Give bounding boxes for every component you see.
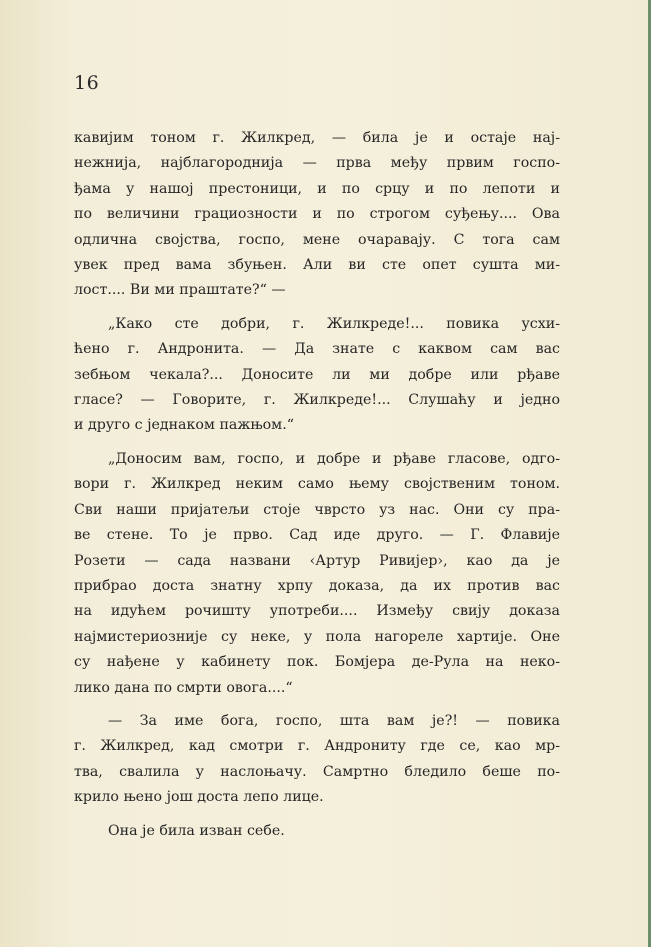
text-line: Сви наши пријатељи стоје чврсто уз нас. Они су пра- [74, 501, 560, 518]
text-line: лико дана по смрти овога....“ [74, 679, 293, 696]
text-line: најмистериозније су неке, у пола нагореле хартије. Оне [74, 628, 560, 645]
text-line: тва, свалила у наслоњачу. Самртно бледило беше по- [74, 763, 560, 780]
text-line: зебњом чекала?... Доносите ли ми добре или рђаве [74, 366, 560, 383]
text-line: кавијим тоном г. Жилкред, — била је и остаје нај- [74, 130, 560, 146]
paragraph-2 [74, 312, 560, 439]
text-line: лост.... Ви ми праштате?“ — [74, 282, 286, 299]
text-line: вори г. Жилкред неким само њему својственим тоном. [74, 476, 560, 493]
text-line: ћено г. Андронита. — Да знате с каквом сам вас [74, 341, 560, 358]
text-line: одлична својства, госпо, мене очаравају. С тога сам [74, 231, 560, 248]
text-line: „Како сте добри, г. Жилкреде!... повика усхи- [108, 315, 560, 332]
text-line: крило њено још доста лепо лице. [74, 789, 324, 806]
text-line: гласе? — Говорите, г. Жилкреде!... Слушаћу и једно [74, 392, 560, 409]
page-number: 16 [74, 72, 100, 94]
paragraph-5 [74, 819, 560, 844]
text-line: прибрао доста знатну хрпу доказа, да их против вас [74, 577, 560, 594]
text-line: г. Жилкред, кад смотри г. Андрониту где се, као мр- [74, 738, 560, 755]
text-line: по величини грациозности и по строгом суђењу.... Ова [74, 206, 560, 223]
text-line: и друго с једнаком пажњом.“ [74, 417, 294, 434]
text-line: „Доносим вам, госпо, и добре и рђаве гласове, одго- [108, 450, 560, 467]
paragraph-4 [74, 709, 560, 811]
text-line: нежнија, најблагороднија — прва међу првим госпо- [74, 155, 560, 172]
text-line: — За име бога, госпо, шта вам је?! — повика [108, 712, 560, 729]
text-line: увек пред вама збуњен. Али ви сте опет сушта ми- [74, 257, 560, 274]
text-line: Розети — сада названи ‹Артур Ривијер›, као да је [74, 552, 560, 569]
paragraph-3 [74, 447, 560, 701]
body-text [74, 126, 560, 844]
text-line: Она је била изван себе. [108, 822, 285, 839]
text-line: на идућем рочишту употреби.... Између свију доказа [74, 603, 560, 620]
text-line: ве стене. То је прво. Сад иде друго. — Г. Флавије [74, 527, 560, 544]
text-line: ђама у нашој престоници, и по срцу и по лепоти и [74, 180, 560, 197]
paragraph-1 [74, 126, 560, 304]
text-line: су нађене у кабинету пок. Бомјера де-Рула на неко- [74, 654, 560, 671]
